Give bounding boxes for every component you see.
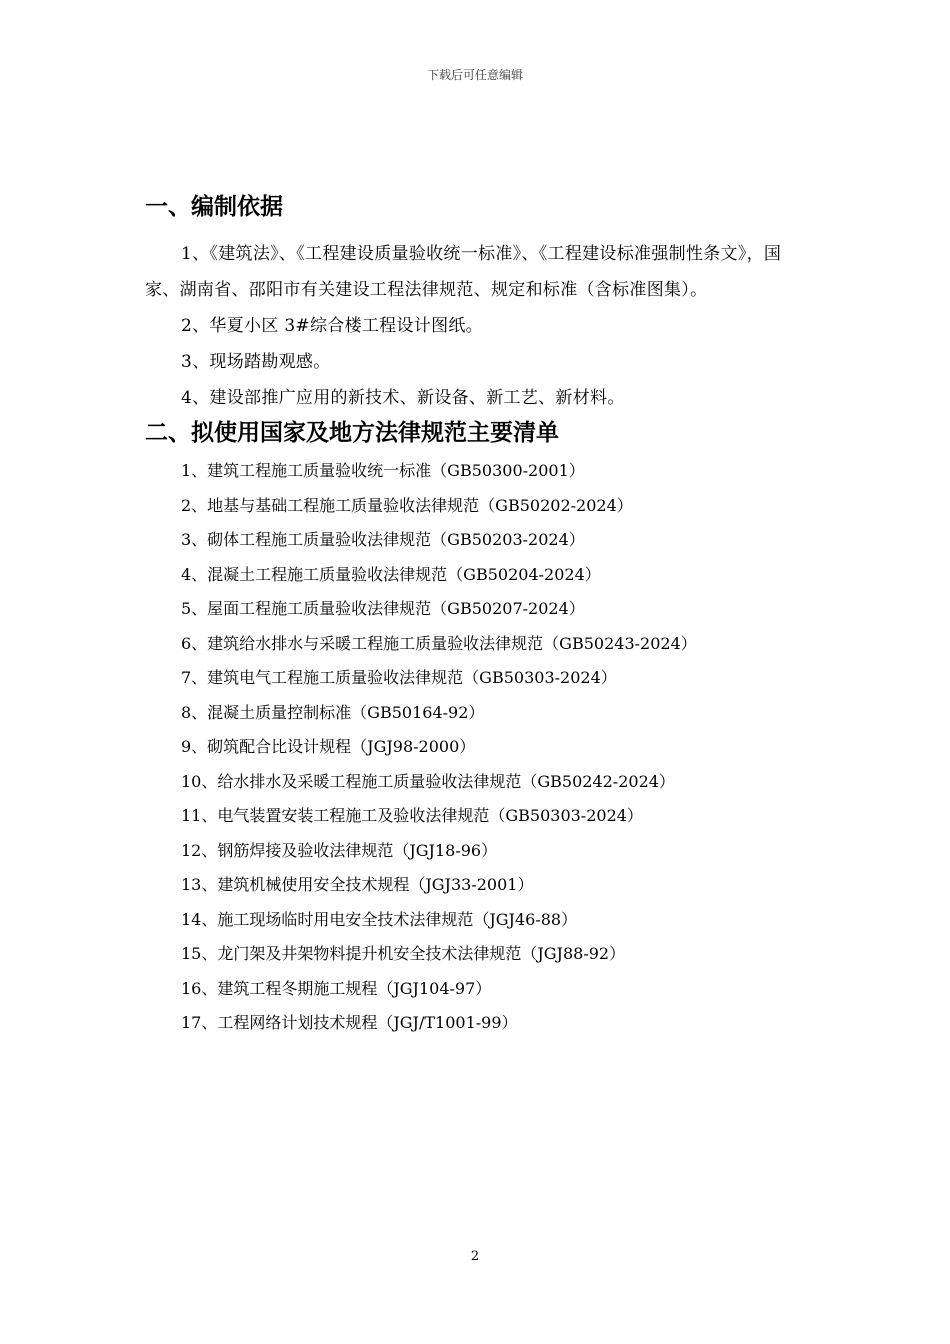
standards-list [145,454,810,1041]
list-item: 11、电气装置安装工程施工及验收法律规范（GB50303-2024） [181,806,643,825]
document-body [145,190,810,1041]
page-number: 2 [470,1249,480,1264]
list-item: 2、地基与基础工程施工质量验收法律规范（GB50202-2024） [181,495,633,515]
list-item: 3、砌体工程施工质量验收法律规范（GB50203-2024） [181,530,585,549]
list-item: 16、建筑工程冬期施工规程（JGJ104-97） [181,978,492,998]
list-item: 15、龙门架及井架物料提升机安全技术法律规范（JGJ88-92） [181,944,626,963]
list-item: 7、建筑电气工程施工质量验收法律规范（GB50303-2024） [181,668,617,687]
list-item: 8、混凝土质量控制标准（GB50164-92） [181,702,485,722]
basis-paragraph: 3、现场踏勘观感。 [181,352,331,372]
basis-paragraph: 1、《建筑法》、《工程建设质量验收统一标准》、《工程建设标准强制性条文》，国家、湖南省、邵阳市有关建设工程法律规范、规定和标准（含标准图集）。 [145,244,782,300]
list-item: 1、建筑工程施工质量验收统一标准（GB50300-2001） [181,461,585,480]
list-item: 4、混凝土工程施工质量验收法律规范（GB50204-2024） [181,564,601,584]
list-item: 9、砌筑配合比设计规程（JGJ98-2000） [181,737,476,756]
basis-paragraph: 4、建设部推广应用的新技术、新设备、新工艺、新材料。 [181,388,625,408]
section-title-basis: 一、编制依据 [145,194,283,220]
section-title-standards: 二、拟使用国家及地方法律规范主要清单 [145,420,559,446]
list-item: 13、建筑机械使用安全技术规程（JGJ33-2001） [181,875,534,894]
list-item: 5、屋面工程施工质量验收法律规范（GB50207-2024） [181,599,585,618]
list-item: 6、建筑给水排水与采暖工程施工质量验收法律规范（GB50243-2024） [181,633,697,653]
page-header-note: 下载后可任意编辑 [426,68,523,82]
list-item: 14、施工现场临时用电安全技术法律规范（JGJ46-88） [181,909,578,929]
list-item: 17、工程网络计划技术规程（JGJ/T1001-99） [181,1013,518,1032]
list-item: 12、钢筋焊接及验收法律规范（JGJ18-96） [181,840,498,860]
basis-paragraph: 2、华夏小区 3#综合楼工程设计图纸。 [181,316,483,336]
list-item: 10、给水排水及采暖工程施工质量验收法律规范（GB50242-2024） [181,771,675,791]
